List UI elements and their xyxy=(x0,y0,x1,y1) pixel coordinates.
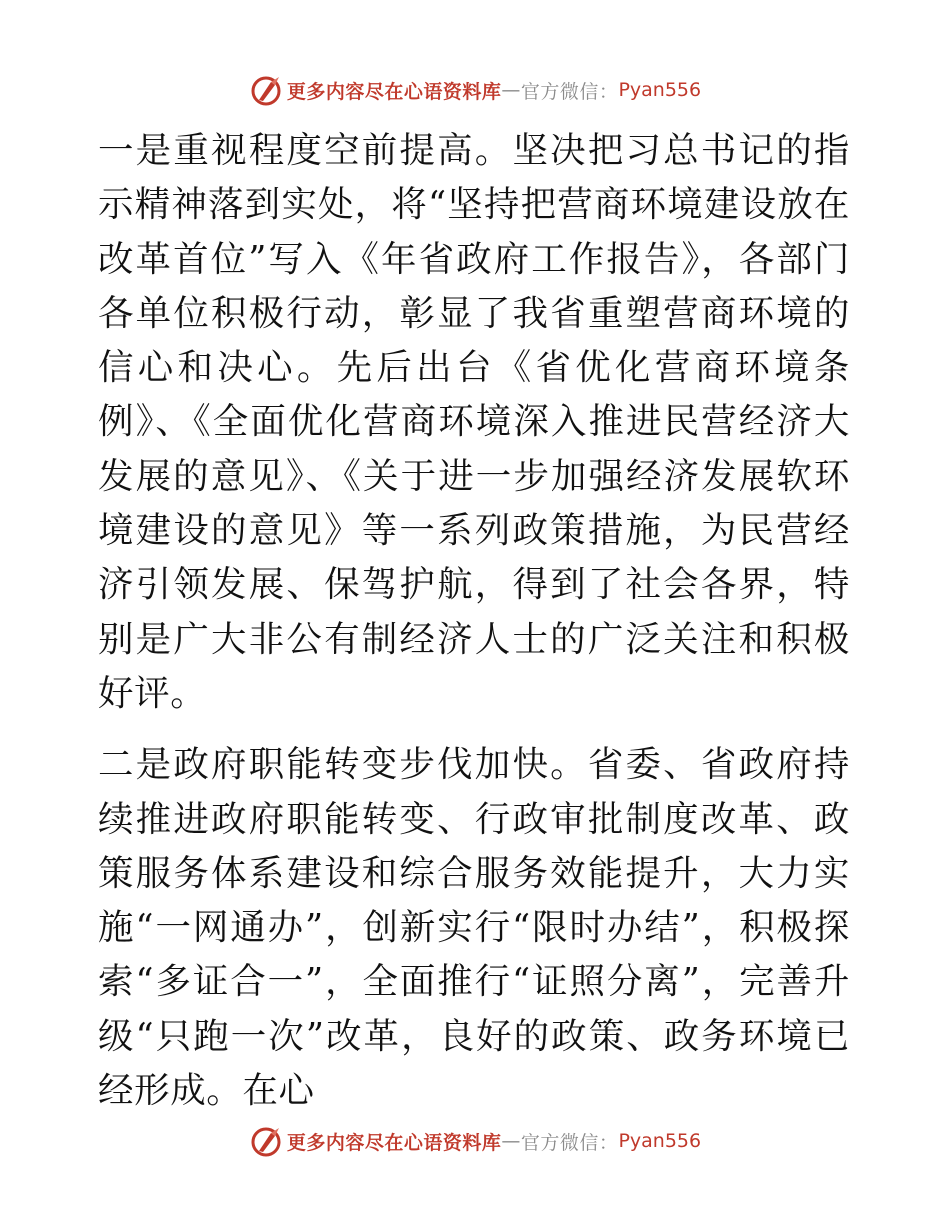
watermark-wechat-id: Pyan556 xyxy=(618,1130,702,1152)
watermark-site-text: 更多内容尽在心语资料库 xyxy=(286,80,502,103)
watermark-separator: — xyxy=(501,1130,521,1152)
quill-circle-icon xyxy=(249,1124,283,1158)
paragraph-1: 一是重视程度空前提高。坚决把习总书记的指示精神落到实处，将“坚持把营商环境建设放在改革首位”写入《年省政府工作报告》，各部门各单位积极行动，彰显了我省重塑营商环境的信心和决心。先后出台《省优化营商环境条例》、《全面优化营商环境深入推进民营经济大发展的意见》、《关于进一步加强经济发展软环境建设的意见》等一系列政策措施，为民营经济引领发展、保驾护航，得到了社会各界，特别是广大非公有制经济人士的广泛关注和积极好评。 xyxy=(98,130,850,714)
watermark-separator: — xyxy=(501,79,521,101)
quill-circle-icon xyxy=(249,73,283,107)
header-watermark xyxy=(0,70,950,110)
watermark-wechat-label: 官方微信： xyxy=(520,1131,619,1154)
paragraph-2: 二是政府职能转变步伐加快。省委、省政府持续推进政府职能转变、行政审批制度改革、政策服务体系建设和综合服务效能提升，大力实施“一网通办”，创新实行“限时办结”，积极探索“多证合一”，全面推行“证照分离”，完善升级“只跑一次”改革，良好的政策、政务环境已经形成。在心 xyxy=(98,744,850,1112)
watermark-site-text: 更多内容尽在心语资料库 xyxy=(286,1131,502,1154)
document-body xyxy=(98,124,850,1118)
watermark-wechat-id: Pyan556 xyxy=(618,79,702,101)
footer-watermark xyxy=(0,1121,950,1161)
watermark-wechat-label: 官方微信： xyxy=(520,80,619,103)
